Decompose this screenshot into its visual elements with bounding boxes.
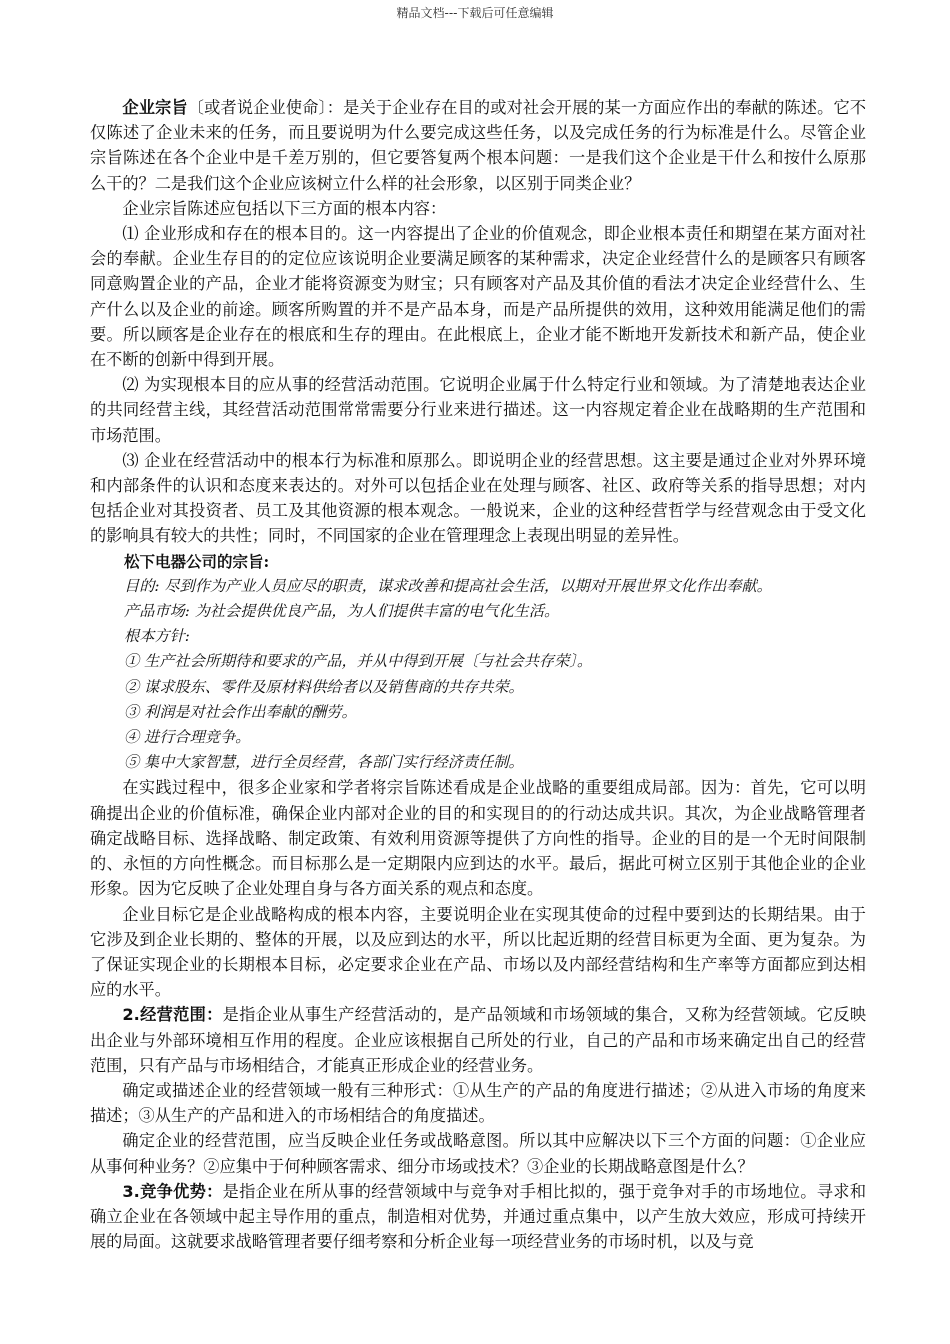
scope-text: 是指企业从事生产经营活动的，是产品领域和市场领域的集合，又称为经营领域。它反映出企业与外部环境相互作用的程度。企业应该根据自己所处的行业，自己的产品和市场来确定出自己的经营范围，只有产品与市场相结合，才能真正形成企业的经营业务。 [90,1005,867,1075]
paragraph-scope-questions: 确定企业的经营范围，应当反映企业任务或战略意图。所以其中应解决以下三个方面的问题：①企业应从事何种业务？②应集中于何种顾客需求、细分市场或技术？③企业的长期战略意图是什么？ [90,1131,866,1176]
panasonic-purpose: 目的: 尽到作为产业人员应尽的职责，谋求改善和提高社会生活，以期对开展世界文化作出奉献。 [124,576,772,595]
paragraph-goals: 企业目标它是企业战略构成的根本内容，主要说明企业在实现其使命的过程中要到达的长期结果。由于它涉及到企业长期的、整体的开展，以及应到达的水平，所以比起近期的经营目标更为全面、更为复杂。为了保证实现企业的长期根本目标，必定要求企业在产品、市场以及内部经营结构和生产率等方面都应到达相应的水平。 [90,904,866,1000]
paragraph-point-3: ⑶ 企业在经营活动中的根本行为标准和原那么。即说明企业的经营思想。这主要是通过企业对外界环境和内部条件的认识和态度来表达的。对外可以包括企业在处理与顾客、社区、政府等关系的指导思想；对内包括企业对其投资者、员工及其他资源的根本观念。一般说来，企业的这种经营哲学与经营观念由于受文化的影响具有较大的共性；同时，不同国家的企业在管理理念上表现出明显的差异性。 [90,450,866,546]
mission-text: 〔或者说企业使命〕：是关于企业存在目的或对社会开展的某一方面应作出的奉献的陈述。它不仅陈述了企业未来的任务，而且要说明为什么要完成这些任务，以及完成任务的行为标准是什么。尽管企业宗旨陈述在各个企业中是千差万别的，但它要答复两个根本问题：一是我们这个企业是干什么和按什么原那么干的？二是我们这个企业应该树立什么样的社会形象，以区别于同类企业？ [90,98,867,193]
panasonic-policy-title: 根本方针: [124,627,190,646]
panasonic-title: 松下电器公司的宗旨: [124,551,270,571]
advantage-heading: 3.竞争优势： [122,1181,223,1201]
panasonic-policy-5: ⑤ 集中大家智慧，进行全员经营，各部门实行经济责任制。 [124,753,524,772]
scope-heading: 2.经营范围： [122,1005,223,1025]
document-body [90,95,866,1254]
mission-heading: 企业宗旨 [122,98,188,117]
panasonic-policy-1: ① 生产社会所期待和要求的产品，并从中得到开展〔与社会共存荣〕。 [124,652,593,671]
panasonic-market: 产品市场: 为社会提供优良产品，为人们提供丰富的电气化生活。 [124,602,560,621]
paragraph-point-1: ⑴ 企业形成和存在的根本目的。这一内容提出了企业的价值观念，即企业根本责任和期望在某方面对社会的奉献。企业生存目的的定位应该说明企业要满足顾客的某种需求，决定企业经营什么的是顾客只有顾客同意购置企业的产品，企业才能将资源变为财宝；只有顾客对产品及其价值的看法才决定企业经营什么、生产什么以及企业的前途。顾客所购置的并不是产品本身，而是产品所提供的效用，这种效用能满足他们的需要。所以顾客是企业存在的根底和生存的理由。在此根底上，企业才能不断地开发新技术和新产品，使企业在不断的创新中得到开展。 [90,224,866,370]
paragraph-point-2: ⑵ 为实现根本目的应从事的经营活动范围。它说明企业属于什么特定行业和领域。为了清楚地表达企业的共同经营主线，其经营活动范围常常需要分行业来进行描述。这一内容规定着企业在战略期的生产范围和市场范围。 [90,375,866,445]
paragraph-scope [90,1002,866,1078]
paragraph-practice: 在实践过程中，很多企业家和学者将宗旨陈述看成是企业战略的重要组成局部。因为：首先，它可以明确提出企业的价值标准，确保企业内部对企业的目的和实现目的的行动达成共识。其次，为企业战略管理者确定战略目标、选择战略、制定政策、有效利用资源等提供了方向性的指导。企业的目的是一个无时间限制的、永恒的方向性概念。而目标那么是一定期限内应到达的水平。最后，据此可树立区别于其他企业的企业形象。因为它反映了企业处理自身与各方面关系的观点和态度。 [90,778,866,899]
paragraph-contents-intro: 企业宗旨陈述应包括以下三方面的根本内容： [122,198,447,218]
panasonic-policy-2: ② 谋求股东、零件及原材料供给者以及销售商的共存共荣。 [124,677,524,696]
paragraph-mission [90,95,866,196]
paragraph-advantage [90,1179,866,1255]
paragraph-scope-forms: 确定或描述企业的经营领域一般有三种形式：①从生产的产品的角度进行描述；②从进入市场的角度来描述；③从生产的产品和进入的市场相结合的角度描述。 [90,1080,866,1126]
panasonic-policy-4: ④ 进行合理竞争。 [124,728,251,747]
panasonic-policy-3: ③ 利润是对社会作出奉献的酬劳。 [124,702,357,721]
page-header: 精品文档---下载后可任意编辑 [396,6,554,20]
advantage-text: 是指企业在所从事的经营领域中与竞争对手相比拟的，强于竞争对手的市场地位。寻求和确立企业在各领域中起主导作用的重点，制造相对优势，并通过重点集中，以产生放大效应，形成可持续开展的局面。这就要求战略管理者要仔细考察和分析企业每一项经营业务的市场时机，以及与竞 [90,1181,867,1252]
